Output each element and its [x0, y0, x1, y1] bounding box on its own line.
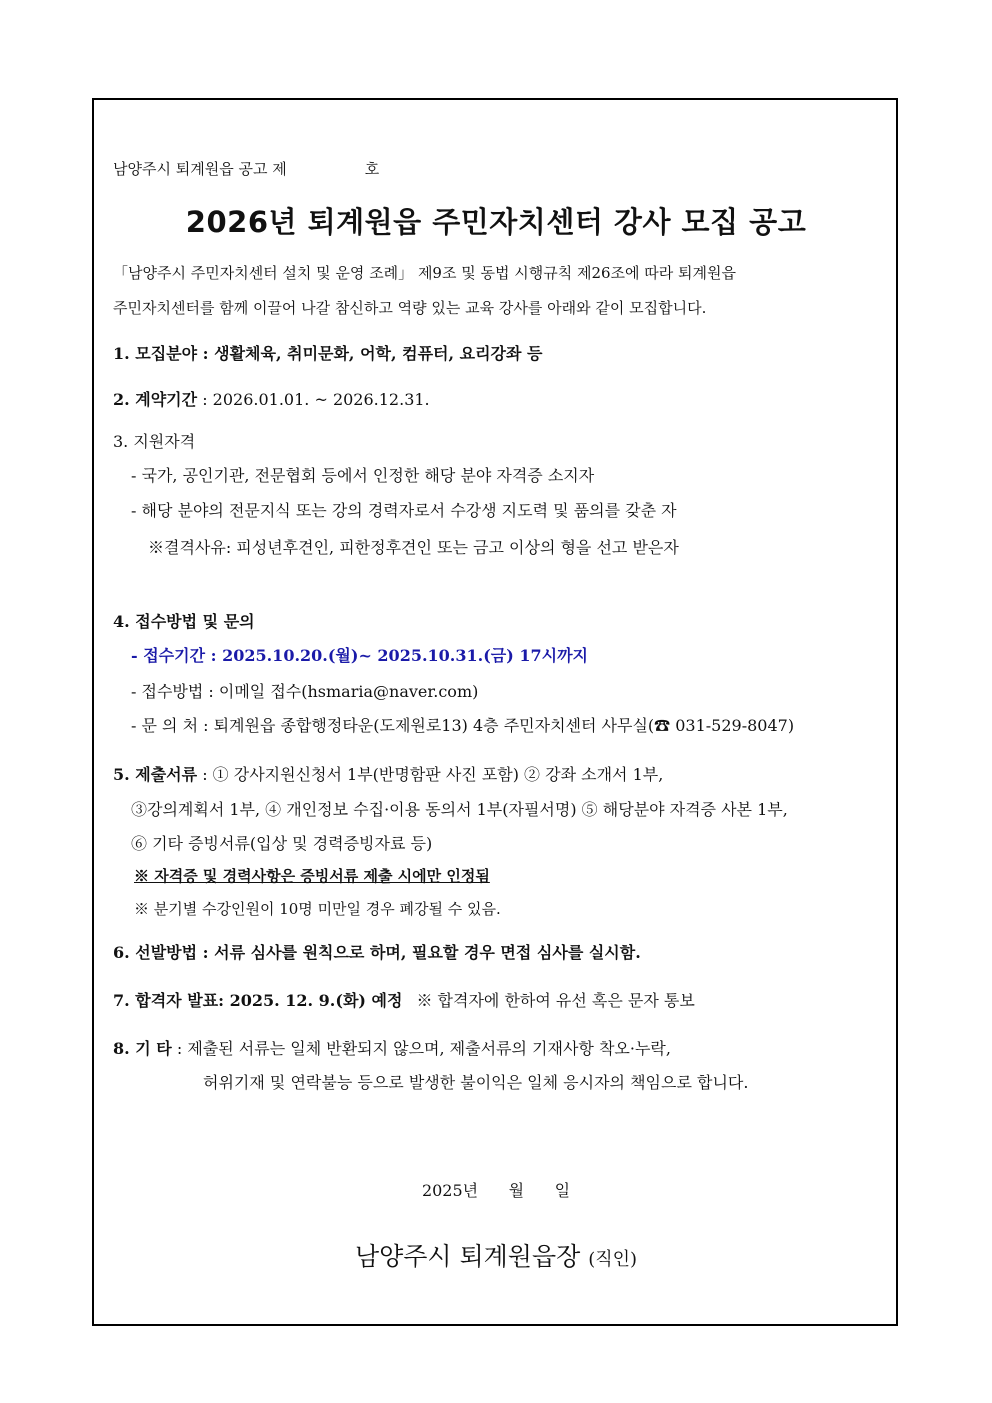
signature-name: 남양주시 퇴계원읍장: [354, 1242, 581, 1271]
section-4-application-method: - 접수방법 : 이메일 접수(hsmaria@naver.com): [131, 682, 479, 701]
section-4-contact: - 문 의 처 : 퇴계원읍 종합행정타운(도제원로13) 4층 주민자치센터 사무실(☎ 031-529-8047): [131, 716, 795, 735]
section-4-heading: 4. 접수방법 및 문의: [113, 612, 255, 631]
section-8-other-line-1: [113, 1036, 671, 1059]
section-3-disqualification-note: ※결격사유: 피성년후견인, 피한정후견인 또는 금고 이상의 형을 선고 받은자: [148, 538, 679, 557]
notice-number-suffix: 호: [364, 160, 380, 178]
section-6-selection-method: 6. 선발방법 : 서류 심사를 원칙으로 하며, 필요할 경우 면접 심사를 실시함.: [113, 943, 641, 962]
section-3-item-2: - 해당 분야의 전문지식 또는 강의 경력자로서 수강생 지도력 및 품의를 갖춘 자: [131, 501, 677, 520]
section-3-heading: 3. 지원자격: [113, 432, 196, 451]
section-8-line-2: 허위기재 및 연락불능 등으로 발생한 불이익은 일체 응시자의 책임으로 합니다.: [203, 1073, 749, 1092]
notice-number-prefix: 남양주시 퇴계원읍 공고 제: [113, 160, 287, 178]
section-5-label: 5. 제출서류: [113, 765, 198, 784]
section-5-line-1: : ① 강사지원신청서 1부(반명함판 사진 포함) ② 강좌 소개서 1부,: [197, 765, 664, 784]
section-1-recruit-fields: 1. 모집분야 : 생활체육, 취미문화, 어학, 컴퓨터, 요리강좌 등: [113, 344, 543, 363]
section-5-note: ※ 분기별 수강인원이 10명 미만일 경우 폐강될 수 있음.: [134, 900, 501, 918]
intro-line-1: 「남양주시 주민자치센터 설치 및 운영 조례」 제9조 및 동법 시행규칙 제26조에 따라 퇴계원읍: [113, 264, 737, 282]
section-2-label: 2. 계약기간: [113, 390, 198, 409]
signature: [0, 1237, 992, 1273]
section-5-bold-note: ※ 자격증 및 경력사항은 증빙서류 제출 시에만 인정됨: [134, 867, 490, 885]
section-5-line-2: ③강의계획서 1부, ④ 개인정보 수집·이용 동의서 1부(자필서명) ⑤ 해당분야 자격증 사본 1부,: [131, 800, 788, 819]
notice-number: [113, 158, 379, 179]
section-2-value: : 2026.01.01. ~ 2026.12.31.: [197, 390, 430, 409]
intro-line-2: 주민자치센터를 함께 이끌어 나갈 참신하고 역량 있는 교육 강사를 아래와 같이 모집합니다.: [113, 299, 707, 317]
section-8-label: 8. 기 타: [113, 1039, 172, 1058]
page-title: 2026년 퇴계원읍 주민자치센터 강사 모집 공고: [185, 205, 807, 239]
official-seal-label: (직인): [588, 1249, 638, 1270]
section-5-line-3: ⑥ 기타 증빙서류(입상 및 경력증빙자료 등): [131, 834, 433, 853]
date-line: 2025년 월 일: [421, 1181, 571, 1200]
section-3-item-1: - 국가, 공인기관, 전문협회 등에서 인정한 해당 분야 자격증 소지자: [131, 466, 595, 485]
section-5-documents-line-1: [113, 762, 663, 785]
section-7-note: ※ 합격자에 한하여 유선 혹은 문자 통보: [416, 991, 695, 1010]
section-8-line-1: : 제출된 서류는 일체 반환되지 않으며, 제출서류의 기재사항 착오·누락,: [171, 1039, 671, 1058]
section-2-contract-period: [113, 387, 430, 410]
section-7-announcement: [113, 988, 695, 1011]
section-4-application-period: - 접수기간 : 2025.10.20.(월)~ 2025.10.31.(금) 17시까지: [131, 646, 589, 665]
section-7-head: 7. 합격자 발표: 2025. 12. 9.(화) 예정: [113, 991, 403, 1010]
